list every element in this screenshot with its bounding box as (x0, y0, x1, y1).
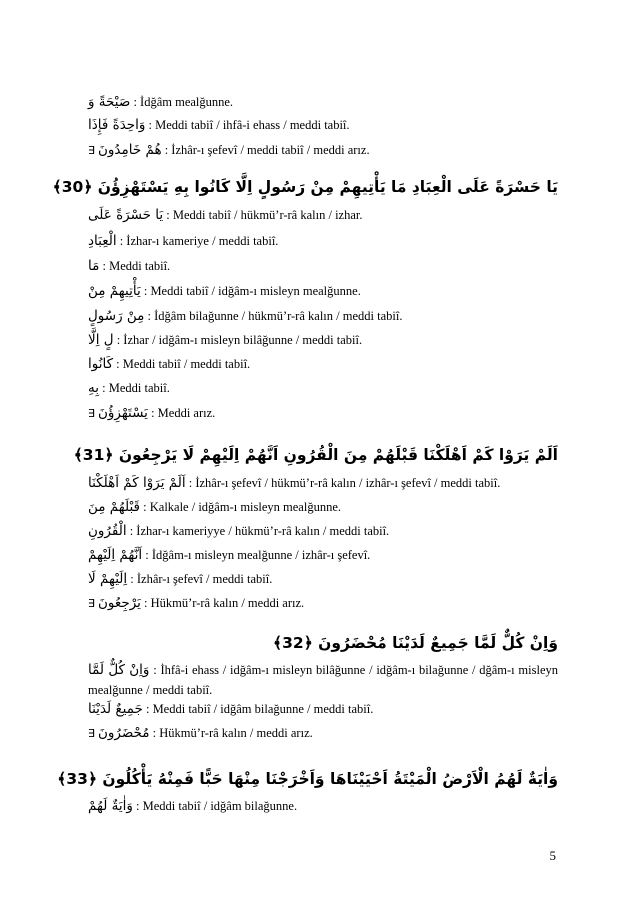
rule-description: : Meddi tabiî. (99, 381, 170, 395)
tajweed-rule-line (88, 725, 558, 742)
tajweed-rule-line (88, 499, 558, 515)
arabic-phrase: هُمْ خَامِدُونَ (97, 142, 162, 158)
tajweed-rule-line (88, 798, 558, 814)
arabic-phrase: وَاِنْ كُلٌّ لَمَّا (88, 662, 150, 678)
tajweed-rule-line (88, 405, 558, 422)
rule-description: : İzhar-ı kameriyye / hükmü’r-râ kalın / meddi tabiî. (126, 524, 390, 538)
arabic-phrase: بِهِ (88, 380, 99, 396)
tajweed-rule-line (88, 380, 558, 396)
exists-symbol-icon: ∃ (88, 407, 95, 420)
arabic-phrase: قَبْلَهُمْ مِنَ (88, 499, 141, 515)
verse-heading: اَلَمْ يَرَوْا كَمْ اَهْلَكْنَا قَبْلَهُمْ مِنَ الْقُرُونِ اَنَّهُمْ اِلَيْهِمْ لَا يَرْجِعُونَ ﴿31﴾ (73, 446, 558, 464)
page-number: 5 (549, 848, 556, 863)
rule-description: : Meddi tabiî / idğâm bilağunne / meddi tabiî. (142, 702, 374, 716)
tajweed-rule-line (88, 595, 558, 612)
rule-description: : İzhar-ı kameriye / meddi tabiî. (116, 234, 279, 248)
tajweed-rule-line (88, 207, 558, 223)
arabic-phrase: اَنَّهُمْ اِلَيْهِمْ (88, 547, 143, 563)
arabic-phrase: مُحْضَرُونَ (97, 725, 150, 741)
arabic-phrase: اِلَيْهِمْ لَا (88, 571, 128, 587)
verse-heading: يَا حَسْرَةً عَلَى الْعِبَادِ مَا يَأْتِيهِمْ مِنْ رَسُولٍ اِلَّا كَانُوا بِهِ يَسْتَهْزِؤُنَ ﴿30﴾ (52, 178, 558, 196)
arabic-phrase: يَرْجِعُونَ (97, 595, 141, 611)
arabic-phrase: يَا حَسْرَةً عَلَى (88, 207, 164, 223)
arabic-phrase: وَاٰيَةٌ لَهُمْ (88, 798, 133, 814)
verse-heading: وَاِنْ كُلٌّ لَمَّا جَمِيعٌ لَدَيْنَا مُحْضَرُونَ ﴿32﴾ (273, 634, 558, 652)
rule-description: : Meddi arız. (147, 406, 216, 420)
rule-description: : İdğâm-ı misleyn mealğunne / izhâr-ı şefevî. (142, 548, 371, 562)
exists-symbol-icon: ∃ (88, 727, 95, 740)
arabic-phrase: يَسْتَهْزِؤُنَ (97, 405, 148, 421)
rule-description: : Hükmü’r-râ kalın / meddi arız. (140, 596, 305, 610)
tajweed-rule-line (88, 356, 558, 372)
exists-symbol-icon: ∃ (88, 144, 95, 157)
rule-description: : Meddi tabiî. (99, 259, 171, 273)
rule-description: : İdğâm mealğunne. (130, 95, 234, 109)
verse-heading: وَاٰيَةٌ لَهُمُ الْاَرْضُ الْمَيْتَةُ اَحْيَيْنَاهَا وَاَخْرَجْنَا مِنْهَا حَبًّا فَمِنْهُ يَأْكُلُونَ ﴿33﴾ (57, 770, 558, 788)
tajweed-rule-line (88, 547, 558, 563)
arabic-phrase: الْقُرُونِ (88, 523, 127, 539)
rule-description: : İdğâm bilağunne / hükmü’r-râ kalın / meddi tabiî. (144, 309, 403, 323)
arabic-phrase: كَانُوا (88, 356, 114, 372)
rule-description: : Meddi tabiî / hükmü’r-râ kalın / izhar. (163, 208, 363, 222)
rule-description: : Meddi tabiî / meddi tabiî. (113, 357, 251, 371)
rule-description: : İzhâr-ı şefevî / meddi tabiî. (127, 572, 273, 586)
tajweed-rule-line (88, 332, 558, 348)
rule-description: : Meddi tabiî / idğâm-ı misleyn mealğunne. (140, 284, 361, 298)
arabic-phrase: جَمِيعٌ لَدَيْنَا (88, 701, 143, 717)
tajweed-rule-line (88, 660, 558, 700)
rule-description: : İzhar / idğâm-ı misleyn bilâğunne / meddi tabiî. (113, 333, 363, 347)
arabic-phrase: الْعِبَادِ (88, 233, 117, 249)
tajweed-rule-line (88, 258, 558, 274)
tajweed-rule-line (88, 94, 558, 110)
exists-symbol-icon: ∃ (88, 597, 95, 610)
arabic-phrase: اَلَمْ يَرَوْا كَمْ اَهْلَكْنَا (88, 475, 186, 491)
rule-description: : Meddi tabiî / ihfâ-i ehass / meddi tabiî. (145, 118, 350, 132)
rule-description: : İzhâr-ı şefevî / hükmü’r-râ kalın / izhâr-ı şefevî / meddi tabiî. (185, 476, 501, 490)
tajweed-rule-line (88, 571, 558, 587)
tajweed-rule-line (88, 117, 558, 133)
rule-description: : Kalkale / idğâm-ı misleyn mealğunne. (140, 500, 342, 514)
arabic-phrase: يَأْتِيهِمْ مِنْ (88, 283, 141, 299)
rule-description: : İhfâ-i ehass / idğâm-ı misleyn bilâğunne / idğâm-ı bilağunne / dğâm-ı misleyn mealğunne / meddi tabiî. (88, 663, 558, 697)
rule-description: : Hükmü’r-râ kalın / meddi arız. (149, 726, 313, 740)
tajweed-rule-line (88, 283, 558, 299)
tajweed-rule-line (88, 233, 558, 249)
rule-description: : Meddi tabiî / idğâm bilağunne. (132, 799, 298, 813)
arabic-phrase: مَا (88, 258, 100, 274)
arabic-phrase: مِنْ رَسُولٍ (88, 308, 145, 324)
arabic-phrase: وَاحِدَةً فَإِذَا (88, 117, 146, 133)
arabic-phrase: لٍ اِلَّا (88, 332, 114, 348)
tajweed-rule-line (88, 142, 558, 159)
tajweed-rule-line (88, 523, 558, 539)
arabic-phrase: صَيْحَةً وَ (88, 94, 131, 110)
tajweed-rule-line (88, 308, 558, 324)
rule-description: : İzhâr-ı şefevî / meddi tabiî / meddi arız. (161, 143, 370, 157)
tajweed-rule-line (88, 701, 558, 717)
tajweed-rule-line (88, 475, 558, 491)
